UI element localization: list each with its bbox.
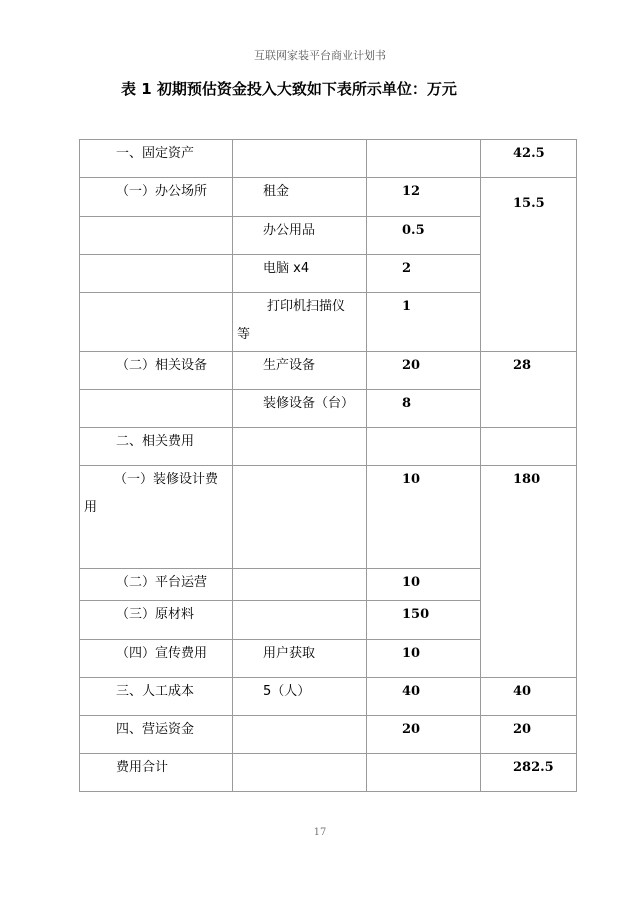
row-label: 费用合计 (80, 754, 233, 792)
amount-cell (367, 754, 481, 792)
item-cell (233, 569, 367, 601)
item-cell (233, 716, 367, 754)
table-row (80, 754, 577, 792)
row-label: 二、相关费用 (80, 428, 233, 466)
subtotal-cell: 40 (481, 678, 577, 716)
item-cell: 租金 (233, 178, 367, 217)
row-label: 三、人工成本 (80, 678, 233, 716)
amount-cell: 150 (367, 601, 481, 640)
row-label (80, 293, 233, 352)
item-cell: 办公用品 (233, 217, 367, 255)
row-label (80, 217, 233, 255)
table-row (80, 352, 577, 390)
row-label (80, 255, 233, 293)
table-row (80, 428, 577, 466)
amount-cell: 0.5 (367, 217, 481, 255)
item-cell: 电脑 x4 (233, 255, 367, 293)
item-cell (233, 428, 367, 466)
amount-cell: 12 (367, 178, 481, 217)
item-cell: 5（人） (233, 678, 367, 716)
row-label: （二）相关设备 (80, 352, 233, 390)
item-cell (233, 140, 367, 178)
item-cell (233, 466, 367, 569)
amount-cell (367, 140, 481, 178)
item-cell (233, 601, 367, 640)
amount-cell: 20 (367, 352, 481, 390)
row-label (80, 390, 233, 428)
amount-cell: 8 (367, 390, 481, 428)
amount-cell: 20 (367, 716, 481, 754)
page-header: 互联网家装平台商业计划书 (254, 49, 386, 62)
item-cell (233, 754, 367, 792)
table-row (80, 678, 577, 716)
row-label: （二）平台运营 (80, 569, 233, 601)
amount-cell: 2 (367, 255, 481, 293)
item-cell: 生产设备 (233, 352, 367, 390)
row-label: 一、固定资产 (80, 140, 233, 178)
subtotal-cell: 15.5 (481, 178, 577, 352)
amount-cell: 40 (367, 678, 481, 716)
table-row (80, 178, 577, 217)
amount-cell: 1 (367, 293, 481, 352)
row-label: （三）原材料 (80, 601, 233, 640)
table-row (80, 466, 577, 569)
table-title: 表 1 初期预估资金投入大致如下表所示单位：万元 (121, 80, 457, 98)
subtotal-cell: 180 (481, 466, 577, 678)
row-label: （一）装修设计费 用 (80, 466, 233, 569)
row-label: （一）办公场所 (80, 178, 233, 217)
row-label: 四、营运资金 (80, 716, 233, 754)
table-row (80, 716, 577, 754)
subtotal-cell: 42.5 (481, 140, 577, 178)
item-cell: 用户获取 (233, 640, 367, 678)
table-row (80, 140, 577, 178)
amount-cell (367, 428, 481, 466)
amount-cell: 10 (367, 569, 481, 601)
subtotal-cell: 20 (481, 716, 577, 754)
item-cell: 装修设备（台） (233, 390, 367, 428)
item-cell: 打印机扫描仪 等 (233, 293, 367, 352)
funding-table (79, 139, 577, 792)
amount-cell: 10 (367, 466, 481, 569)
subtotal-cell: 282.5 (481, 754, 577, 792)
amount-cell: 10 (367, 640, 481, 678)
subtotal-cell: 28 (481, 352, 577, 428)
row-label: （四）宣传费用 (80, 640, 233, 678)
subtotal-cell (481, 428, 577, 466)
page-number: 17 (313, 827, 327, 838)
